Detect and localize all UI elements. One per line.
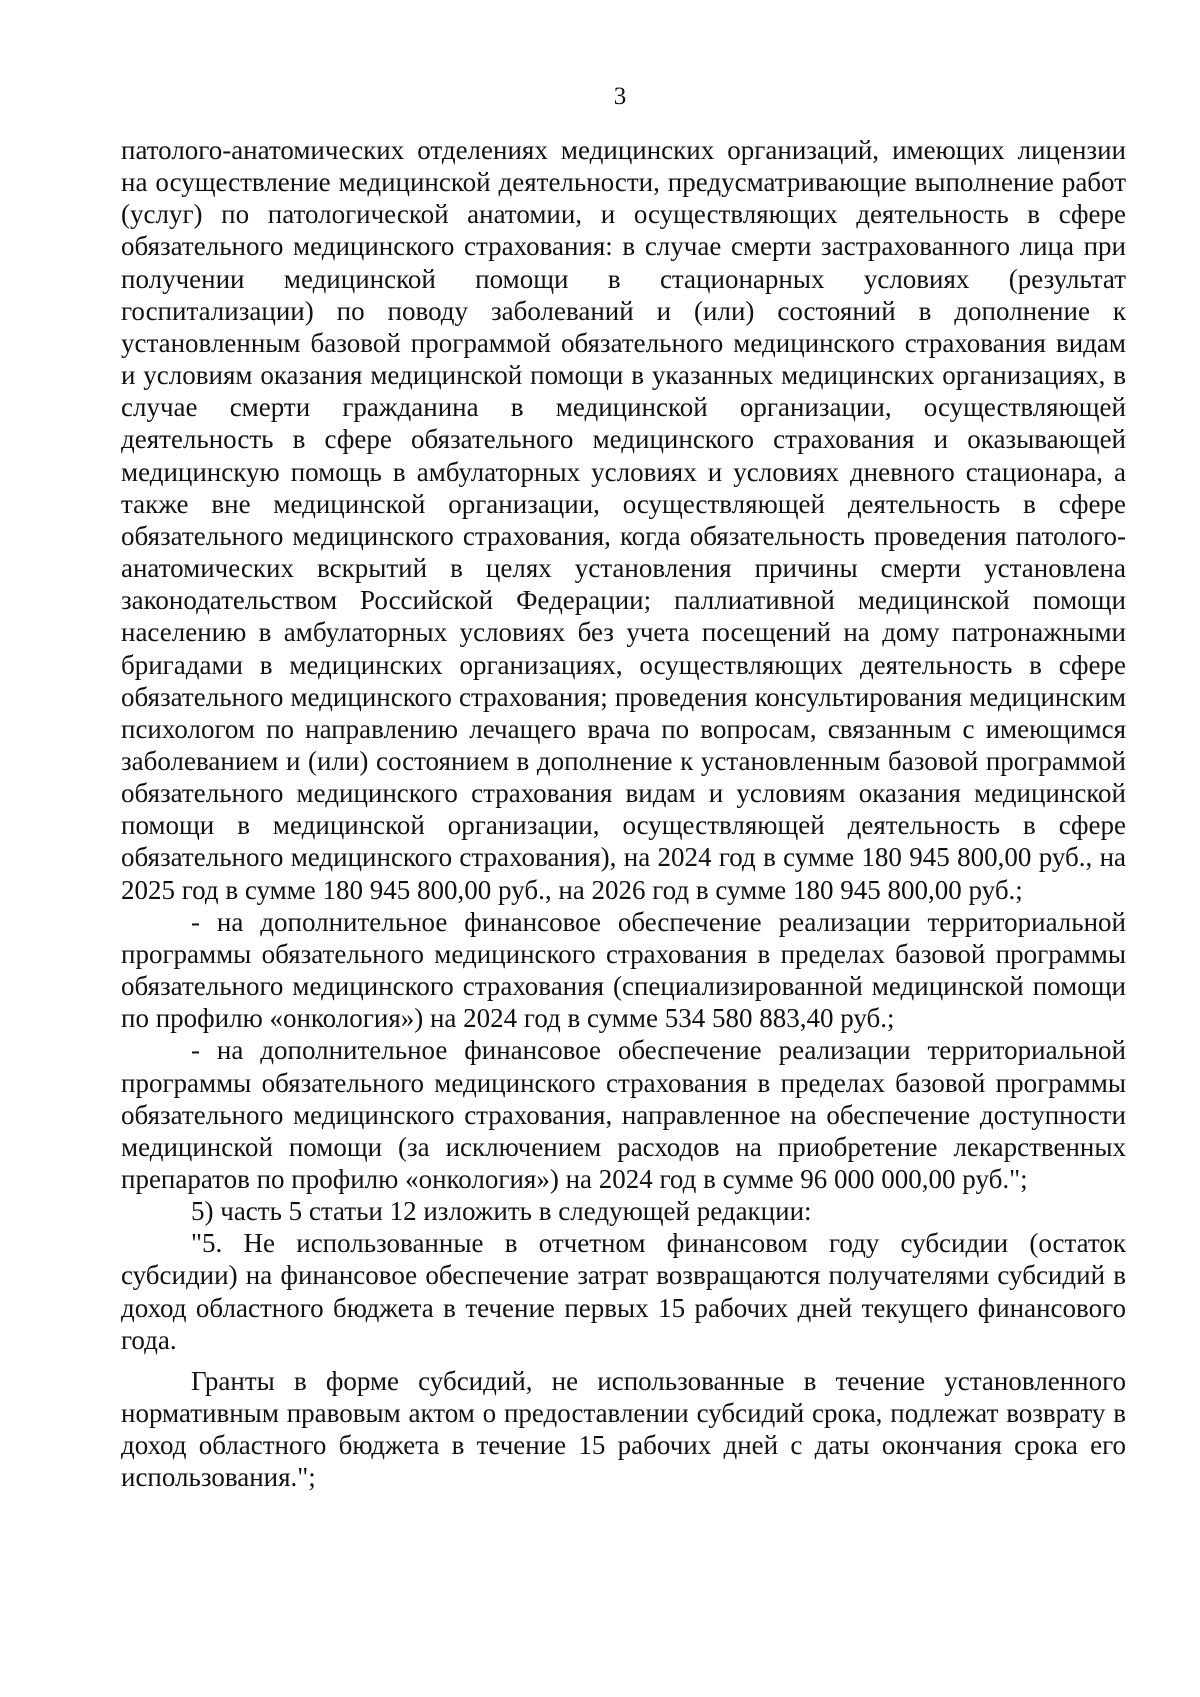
paragraph-subsidy-return: "5. Не использованные в отчетном финансовом году субсидии (остаток субсидии) на финансовое обеспечение затрат возвращаются получателями субсидий в доход областного бюджета в течение первых 15 рабочих дней текущего финансового года. — [121, 1228, 1126, 1355]
page-number: 3 — [613, 83, 627, 110]
paragraph-grants-return: Гранты в форме субсидий, не использованные в течение установленного нормативным правовым актом о предоставлении субсидий срока, подлежат возврату в доход областного бюджета в течение 15 рабочих дней с даты окончания срока его использования."; — [121, 1365, 1126, 1493]
paragraph-oncology-funding: - на дополнительное финансовое обеспечение реализации территориальной программы обязательного медицинского страхования в пределах базовой программы обязательного медицинского страхования (специализированной медицинской помощи по профилю «онкология») на 2024 год в сумме 534 580 883,40 руб.; — [121, 906, 1126, 1034]
paragraph-accessibility-funding: - на дополнительное финансовое обеспечение реализации территориальной программы обязательного медицинского страхования в пределах базовой программы обязательного медицинского страхования, направленное на обеспечение доступности медицинской помощи (за исключением расходов на приобретение лекарственных препаратов по профилю «онкология») на 2024 год в сумме 96 000 000,00 руб."; — [121, 1035, 1126, 1194]
paragraph-amendment-item-5: 5) часть 5 статьи 12 изложить в следующей редакции: — [191, 1196, 812, 1227]
document-body — [121, 134, 1126, 1494]
paragraph-spacer — [121, 1356, 1126, 1365]
paragraph-continuation: патолого-анатомических отделениях медицинских организаций, имеющих лицензии на осуществление медицинской деятельности, предусматривающие выполнение работ (услуг) по патологической анатомии, и осуществляющих деятельность в сфере обязательного медицинского страхования: в случае смерти застрахованного лица при получении медицинской помощи в стационарных условиях (результат госпитализации) по поводу заболеваний и (или) состояний в дополнение к установленным базовой программой обязательного медицинского страхования видам и условиям оказания медицинской помощи в указанных медицинских организациях, в случае смерти гражданина в медицинской организации, осуществляющей деятельность в сфере обязательного медицинского страхования и оказывающей медицинскую помощь в амбулаторных условиях и условиях дневного стационара, а также вне медицинской организации, осуществляющей деятельность в сфере обязательного медицинского страхования, когда обязательность проведения патолого-анатомических вскрытий в целях установления причины смерти установлена законодательством Российской Федерации; паллиативной медицинской помощи населению в амбулаторных условиях без учета посещений на дому патронажными бригадами в медицинских организациях, осуществляющих деятельность в сфере обязательного медицинского страхования; проведения консультирования медицинским психологом по направлению лечащего врача по вопросам, связанным с имеющимся заболеванием и (или) состоянием в дополнение к установленным базовой программой обязательного медицинского страхования видам и условиям оказания медицинской помощи в медицинской организации, осуществляющей деятельность в сфере обязательного медицинского страхования), на 2024 год в сумме 180 945 800,00 руб., на 2025 год в сумме 180 945 800,00 руб., на 2026 год в сумме 180 945 800,00 руб.; — [121, 135, 1126, 905]
